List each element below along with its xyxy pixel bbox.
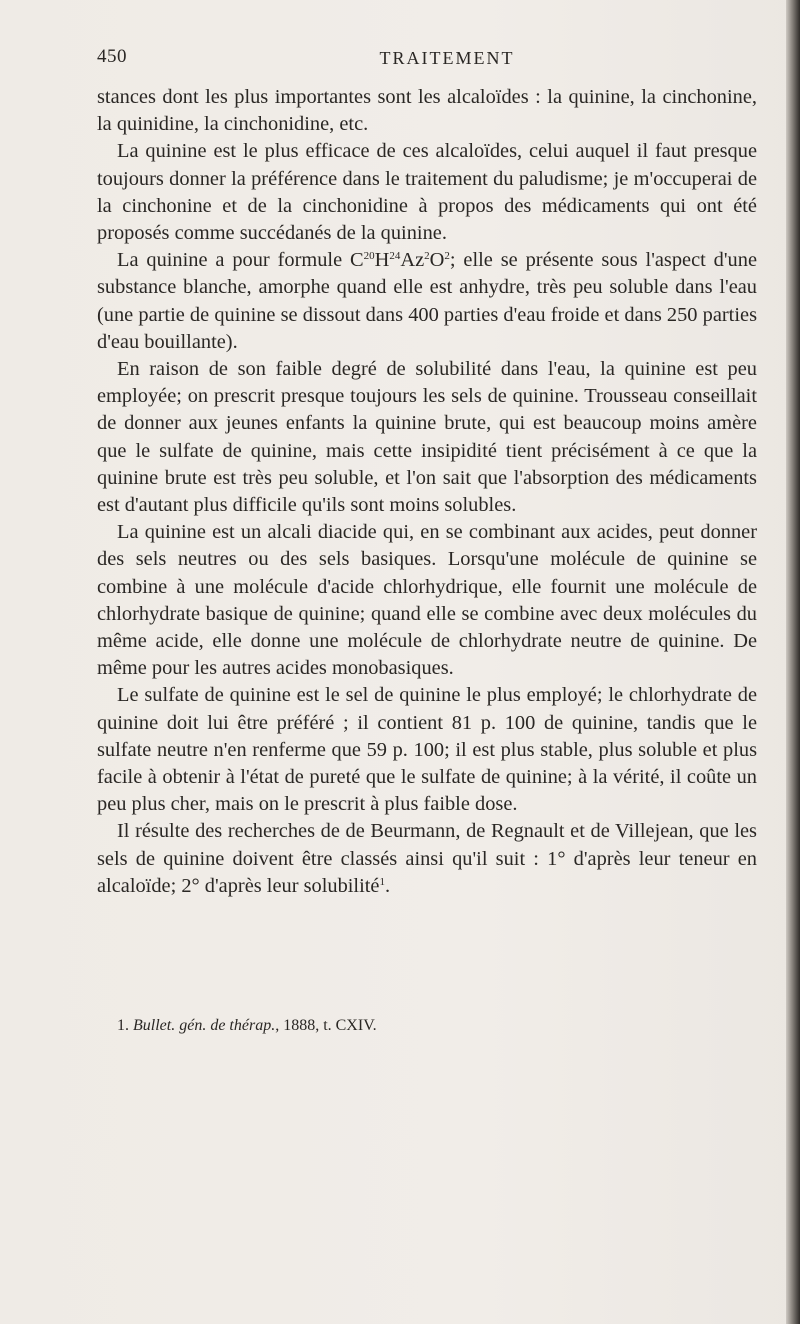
- page-edge-shadow: [786, 0, 800, 1324]
- footnote-details: , 1888, t. CXIV.: [275, 1017, 377, 1034]
- paragraph-2: La quinine est le plus efficace de ces alcaloïdes, celui auquel il faut presque toujours donner la préférence dans le traitement du paludisme; je m'occuperai de la cinchonine et de la cinchonidine à propos des médicaments qui ont été proposés comme succédanés de la quinine.: [97, 140, 757, 245]
- footnote-marker: 1: [379, 875, 385, 888]
- page-header: [97, 46, 757, 74]
- paragraph-4: En raison de son faible degré de solubilité dans l'eau, la quinine est peu employée; on prescrit presque toujours les sels de quinine. Trousseau conseillait de donner aux jeunes enfants la quinine brute, qui est beaucoup moins amère que le sulfate de quinine, mais cette insipidité tient précisément à ce que la quinine brute est très peu soluble, et l'on sait que l'absorption des médicaments est d'autant plus difficile qu'ils sont moins solubles.: [97, 358, 757, 517]
- body-text: [97, 84, 757, 900]
- footnote-source: Bullet. gén. de thérap.: [133, 1017, 276, 1034]
- paragraph-6: Le sulfate de quinine est le sel de quinine le plus employé; le chlorhydrate de quinine doit lui être préféré ; il contient 81 p. 100 de quinine, tandis que le sulfate neutre n'en renferme que 59 p. 100; il est plus stable, plus soluble et plus facile à obtenir à l'état de pureté que le sulfate de quinine; à la vérité, il coûte un peu plus cher, mais on le prescrit à plus faible dose.: [97, 684, 757, 816]
- paragraph-7: Il résulte des recherches de de Beurmann, de Regnault et de Villejean, que les sels de quinine doivent être classés ainsi qu'il suit : 1° d'après leur teneur en alcaloïde; 2° d'après leur solubilité$^1$.: [97, 820, 757, 897]
- paragraph-3: La quinine a pour formule $C^{20}H^{24}Az^2O^2$; elle se présente sous l'aspect d'une substance blanche, amorphe quand elle est anhydre, très peu soluble dans l'eau (une partie de quinine se dissout dans 400 parties d'eau froide et dans 250 parties d'eau bouillante).: [97, 249, 757, 353]
- formula-intro: La quinine a pour formule: [117, 249, 351, 272]
- paragraph-1: stances dont les plus importantes sont les alcaloïdes : la quinine, la cinchonine, la quinidine, la cinchonidine, etc.: [97, 86, 757, 136]
- footnote-number: 1.: [117, 1017, 133, 1034]
- footnote: [117, 1016, 757, 1036]
- chemical-formula: $C^{20}H^{24}Az^2O^2$: [350, 249, 450, 272]
- paragraph-3-text: elle se présente sous l'aspect d'une substance blanche, amorphe quand elle est anhydre, très peu soluble dans l'eau (une partie de quinine se dissout dans 400 parties d'eau froide et dans 250 parties d'eau bouillante).: [97, 249, 757, 353]
- paragraph-5: La quinine est un alcali diacide qui, en se combinant aux acides, peut donner des sels neutres ou des sels basiques. Lorsqu'une molécule de quinine se combine à une molécule d'acide chlorhydrique, elle fournit une molécule de chlorhydrate basique de quinine; quand elle se combine avec deux molécules du même acide, elle donne une molécule de chlorhydrate neutre de quinine. De même pour les autres acides monobasiques.: [97, 521, 757, 680]
- running-head: TRAITEMENT: [379, 48, 515, 68]
- page-number: 450: [97, 46, 127, 67]
